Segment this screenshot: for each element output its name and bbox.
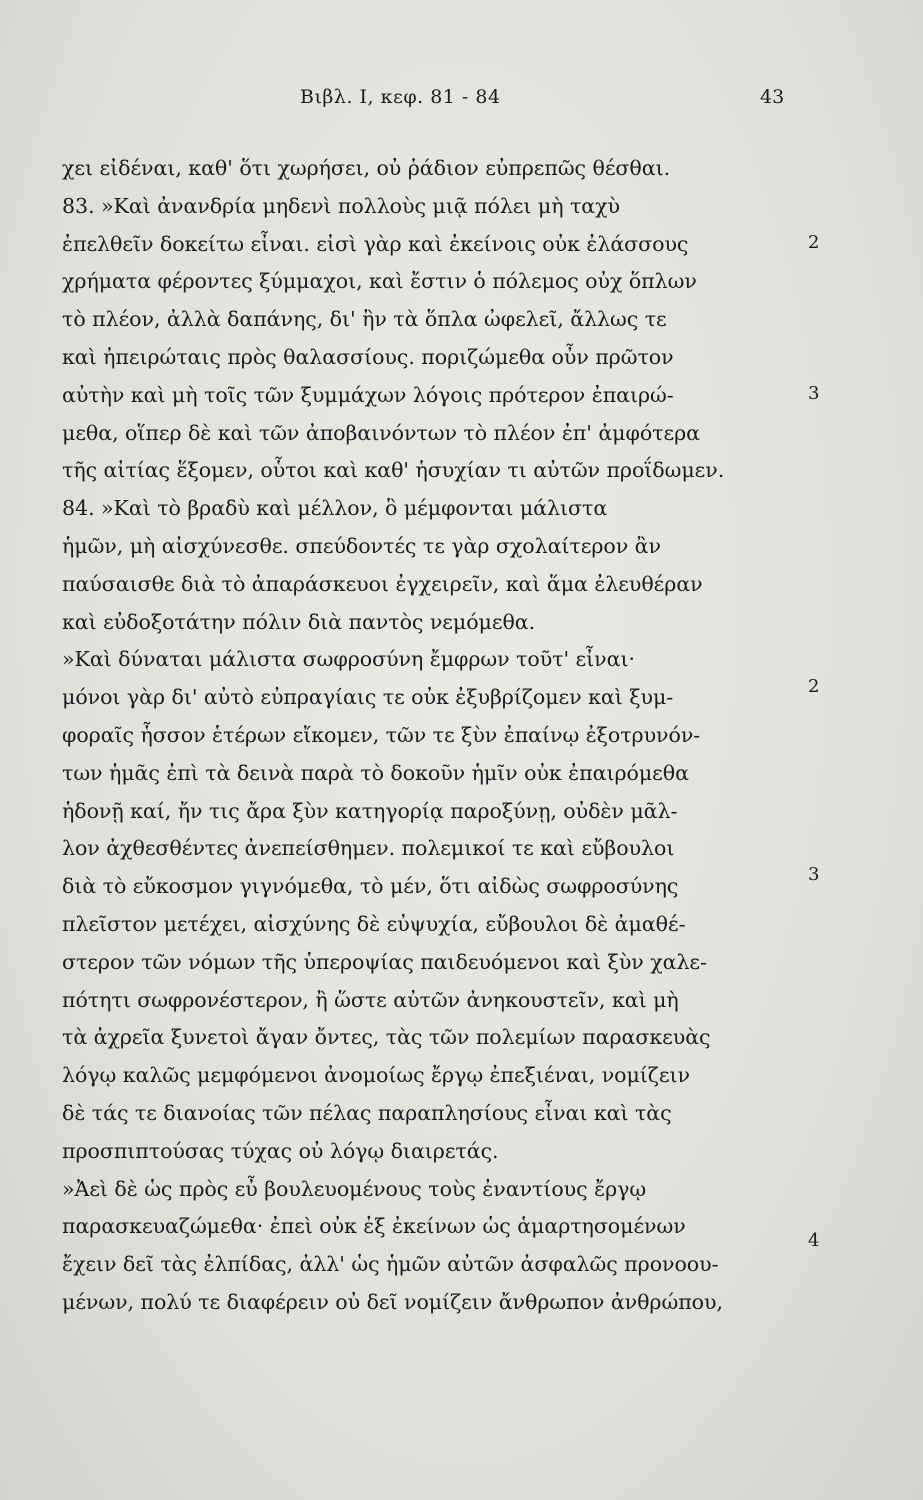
text-line: μόνοι γὰρ δι' αὐτὸ εὐπραγίαις τε οὐκ ἐξυβρίζομεν καὶ ξυμ- xyxy=(62,685,674,710)
text-line: »Ἀεὶ δὲ ὡς πρὸς εὖ βουλευομένους τοὺς ἐναντίους ἔργῳ xyxy=(62,1176,647,1201)
text-line: προσπιπτούσας τύχας οὐ λόγῳ διαιρετάς. xyxy=(62,1138,499,1163)
section-margin-number: 4 xyxy=(808,1230,820,1251)
section-margin-number: 2 xyxy=(808,232,820,253)
text-line: αὐτὴν καὶ μὴ τοῖς τῶν ξυμμάχων λόγοις πρότερον ἐπαιρώ- xyxy=(62,382,674,407)
text-line: των ἡμᾶς ἐπὶ τὰ δεινὰ παρὰ τὸ δοκοῦν ἡμῖν οὐκ ἐπαιρόμεθα xyxy=(62,760,689,785)
running-head: Βιβλ. Ι, κεφ. 81 - 84 xyxy=(300,86,501,108)
text-line: ἐπελθεῖν δοκείτω εἶναι. εἰσὶ γὰρ καὶ ἐκείνοις οὐκ ἐλάσσους xyxy=(62,231,689,256)
text-line: τὸ πλέον, ἀλλὰ δαπάνης, δι' ἣν τὰ ὅπλα ὠφελεῖ, ἄλλως τε xyxy=(62,307,667,332)
text-line: 84. »Καὶ τὸ βραδὺ καὶ μέλλον, ὃ μέμφονται μάλιστα xyxy=(62,496,608,521)
text-line: »Καὶ δύναται μάλιστα σωφροσύνη ἔμφρων τοῦτ' εἶναι· xyxy=(62,647,635,672)
page-header xyxy=(0,86,923,116)
section-margin-number: 3 xyxy=(808,383,820,404)
text-line: καὶ εὐδοξοτάτην πόλιν διὰ παντὸς νεμόμεθα. xyxy=(62,609,536,634)
text-line: λόγῳ καλῶς μεμφόμενοι ἀνομοίως ἔργῳ ἐπεξιέναι, νομίζειν xyxy=(62,1063,690,1088)
page-number: 43 xyxy=(760,86,785,108)
text-line: λον ἀχθεσθέντες ἀνεπείσθημεν. πολεμικοί τε καὶ εὔβουλοι xyxy=(62,836,675,861)
text-line: τῆς αἰτίας ἕξομεν, οὗτοι καὶ καθ' ἡσυχίαν τι αὐτῶν προΐδωμεν. xyxy=(62,458,725,483)
text-line: φοραῖς ἧσσον ἑτέρων εἴκομεν, τῶν τε ξὺν ἐπαίνῳ ἐξοτρυνόν- xyxy=(62,722,701,747)
text-line: τὰ ἀχρεῖα ξυνετοὶ ἄγαν ὄντες, τὰς τῶν πολεμίων παρασκευὰς xyxy=(62,1025,711,1050)
section-margin-number: 3 xyxy=(808,864,820,885)
text-line: ἡμῶν, μὴ αἰσχύνεσθε. σπεύδοντές τε γὰρ σχολαίτερον ἂν xyxy=(62,533,661,558)
text-line: ἡδονῇ καί, ἤν τις ἄρα ξὺν κατηγορίᾳ παροξύνῃ, οὐδὲν μᾶλ- xyxy=(62,798,678,823)
text-line: παρασκευαζώμεθα· ἐπεὶ οὐκ ἐξ ἐκείνων ὡς ἁμαρτησομένων xyxy=(62,1214,686,1239)
text-line: δὲ τάς τε διανοίας τῶν πέλας παραπλησίους εἶναι καὶ τὰς xyxy=(62,1100,672,1125)
text-line: χει εἰδέναι, καθ' ὅτι χωρήσει, οὐ ῥάδιον εὐπρεπῶς θέσθαι. xyxy=(62,156,671,180)
text-line: διὰ τὸ εὔκοσμον γιγνόμεθα, τὸ μέν, ὅτι αἰδὼς σωφροσύνης xyxy=(62,874,679,899)
text-line: ἔχειν δεῖ τὰς ἐλπίδας, ἀλλ' ὡς ἡμῶν αὐτῶν ἀσφαλῶς προνοου- xyxy=(62,1252,719,1277)
text-line: μένων, πολύ τε διαφέρειν οὐ δεῖ νομίζειν ἄνθρωπον ἀνθρώπου, xyxy=(62,1289,723,1314)
text-line: 83. »Καὶ ἀνανδρία μηδενὶ πολλοὺς μιᾷ πόλει μὴ ταχὺ xyxy=(62,193,620,218)
text-line: πότητι σωφρονέστερον, ἢ ὥστε αὐτῶν ἀνηκουστεῖν, καὶ μὴ xyxy=(62,987,679,1012)
section-margin-number: 2 xyxy=(808,676,820,697)
text-body xyxy=(62,150,822,1322)
text-line: χρήματα φέροντες ξύμμαχοι, καὶ ἔστιν ὁ πόλεμος οὐχ ὅπλων xyxy=(62,269,697,294)
text-line: μεθα, οἵπερ δὲ καὶ τῶν ἀποβαινόντων τὸ πλέον ἐπ' ἀμφότερα xyxy=(62,420,700,445)
text-line: καὶ ἠπειρώταις πρὸς θαλασσίους. ποριζώμεθα οὖν πρῶτον xyxy=(62,344,674,369)
text-line: στερον τῶν νόμων τῆς ὑπεροψίας παιδευόμενοι καὶ ξὺν χαλε- xyxy=(62,949,707,974)
text-line: πλεῖστον μετέχει, αἰσχύνης δὲ εὐψυχία, εὔβουλοι δὲ ἀμαθέ- xyxy=(62,911,686,936)
text-line: παύσαισθε διὰ τὸ ἀπαράσκευοι ἐγχειρεῖν, καὶ ἅμα ἐλευθέραν xyxy=(62,571,703,596)
